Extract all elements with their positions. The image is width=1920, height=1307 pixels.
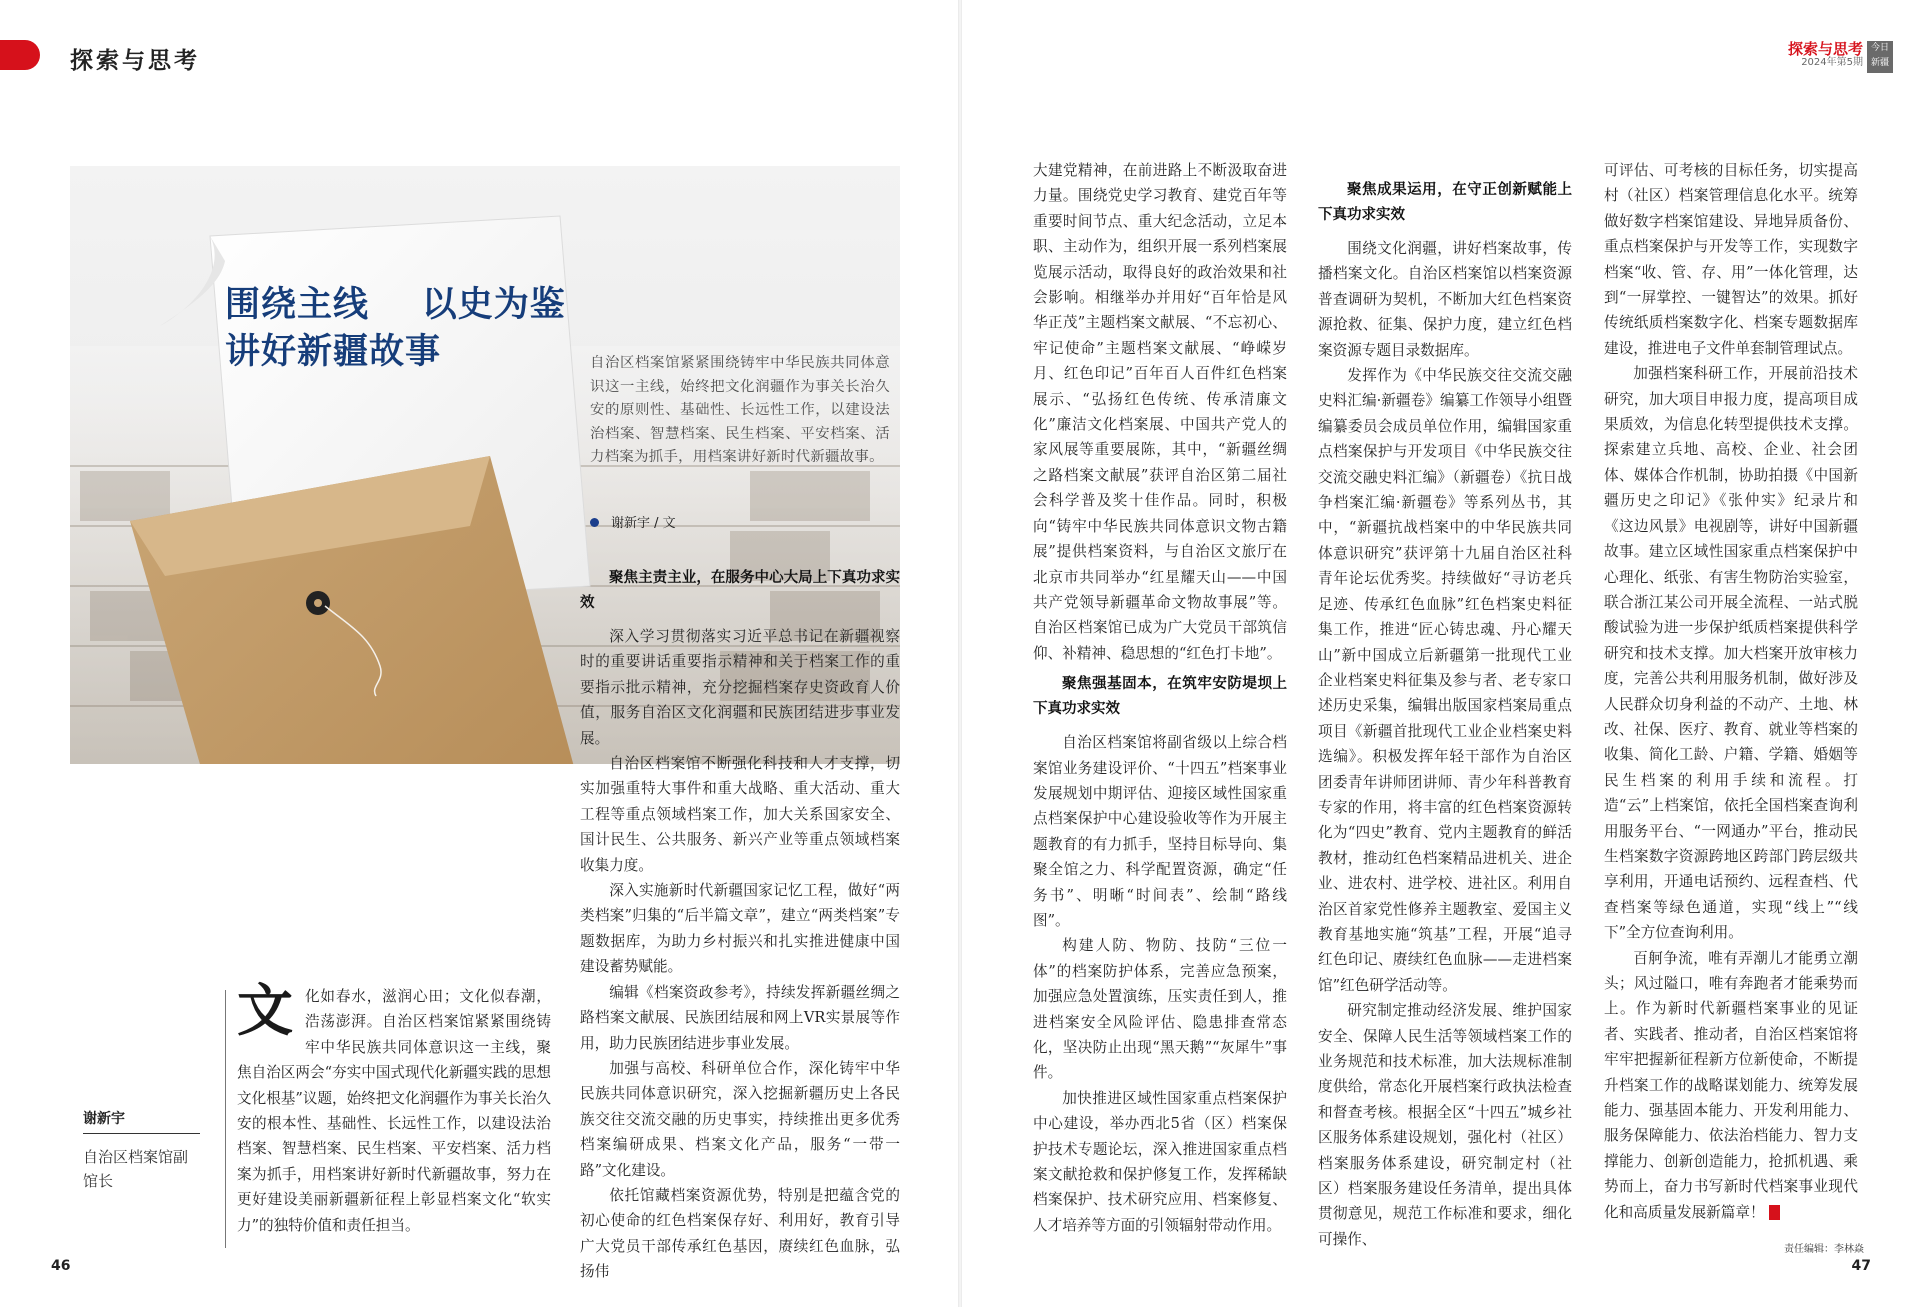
paragraph: 研究制定推动经济发展、维护国家安全、保障人民生活等领域档案工作的业务规范和技术标准，加大法规标准制度供给，常态化开展档案行政执法检查和督查考核。根据全区“十四五”城乡社区服务体系建设规划，强化村（社区）档案服务体系建设，研究制定村（社区）档案服务建设任务清单，提出具体贯彻意见，规范工作标准和要求，细化可操作、: [1318, 1002, 1572, 1248]
column-2: [1033, 158, 1287, 1238]
intro-text: 化如春水，滋润心田；文化似春潮，浩荡澎湃。自治区档案馆紧紧围绕铸牢中华民族共同体意识这一主线，聚焦自治区两会“夯实中国式现代化新疆实践的思想文化根基”议题，始终把文化润疆作为事关长治久安的根本性、基础性、长远性工作，以建设法治档案、智慧档案、民生档案、平安档案、活力档案为抓手，用档案讲好新时代新疆故事，努力在更好建设美丽新疆新征程上彰显档案文化“软实力”的独特价值和责任担当。: [237, 988, 551, 1234]
byline: [590, 512, 676, 531]
subheading: 聚焦成果运用，在守正创新赋能上下真功求实效: [1318, 182, 1572, 223]
paragraph: 编辑《档案资政参考》，持续发挥新疆丝绸之路档案文献展、民族团结展和网上VR实景展等作用，助力民族团结进步事业发展。: [580, 983, 900, 1052]
headline-lines: [225, 282, 566, 376]
end-mark-icon: ∫: [1769, 1205, 1780, 1220]
paragraph: 构建人防、物防、技防“三位一体”的档案防护体系，完善应急预案，加强应急处置演练，压实责任到人，推进档案安全风险评估、隐患排查常态化，坚决防止出现“黑天鹅”“灰犀牛”事件。: [1033, 937, 1287, 1082]
author-title: 自治区档案馆副馆长: [83, 1148, 189, 1190]
drop-cap: 文: [237, 979, 293, 1044]
author-divider: [225, 990, 226, 1248]
subheading: 聚焦强基固本，在筑牢安防堤坝上下真功求实效: [1033, 676, 1287, 718]
author-rule: [83, 1133, 200, 1134]
intro-paragraph: [237, 979, 551, 1238]
running-header: [1788, 42, 1863, 68]
article-lede: 自治区档案馆紧紧围绕铸牢中华民族共同体意识这一主线，始终把文化润疆作为事关长治久安的原则性、基础性、长远性工作，以建设法治档案、智慧档案、民生档案、平安档案、活力档案为抓手，用档案讲好新时代新疆故事。: [590, 355, 890, 465]
paragraph: 可评估、可考核的目标任务，切实提高村（社区）档案管理信息化水平。统筹做好数字档案馆建设、异地异质备份、重点档案保护与开发等工作，实现数字档案“收、管、存、用”一体化管理，达到“一屏掌控、一键智达”的效果。抓好传统纸质档案数字化、档案专题数据库建设，推进电子文件单套制管理试点。: [1604, 162, 1858, 357]
headline-line: 围绕主线 以史为鉴: [225, 285, 566, 325]
editor-credit: 责任编辑：李林焱: [1784, 1244, 1864, 1255]
header-brand: 探索与思考: [1787, 40, 1863, 58]
column-1: [580, 560, 900, 1285]
headline-line: 讲好新疆故事: [225, 332, 442, 372]
article-headline: [225, 282, 566, 376]
paragraph: 加快推进区域性国家重点档案保护中心建设，举办西北5省（区）档案保护技术专题论坛，深入推进国家重点档案文献抢救和保护修复工作，发挥稀缺档案保护、技术研究应用、档案修复、人才培养等方面的引领辐射带动作用。: [1033, 1089, 1287, 1234]
badge-text: 今日新疆: [1870, 43, 1889, 68]
paragraph: 加强档案科研工作，开展前沿技术研究，加大项目申报力度，提高项目成果质效，为信息化转型提供技术支撑。探索建立兵地、高校、企业、社会团体、媒体合作机制，协助拍摄《中国新疆历史之印记》《张仲实》纪录片和《这边风景》电视剧等，讲好中国新疆故事。建立区域性国家重点档案保护中心理化、纸张、有害生物防治实验室，联合浙江某公司开展全流程、一站式脱酸试验为进一步保护纸质档案提供科学研究和技术支撑。加大档案开放审核力度，完善公共利用服务机制，做好涉及人民群众切身利益的不动产、土地、林改、社保、医疗、教育、就业等档案的收集、简化工龄、户籍、学籍、婚姻等民生档案的利用手续和流程。打造“云”上档案馆，依托全国档案查询利用服务平台、“一网通办”平台，推动民生档案数字资源跨地区跨部门跨层级共享利用，开通电话预约、远程查档、代查档案等绿色通道，实现“线上”“线下”全方位查询利用。: [1604, 365, 1858, 942]
paragraph: 深入实施新时代新疆国家记忆工程，做好“两类档案”归集的“后半篇文章”，建立“两类档案”专题数据库，为助力乡村振兴和扎实推进健康中国建设蓄势赋能。: [580, 882, 900, 976]
header-issue: 2024年第5期: [1801, 56, 1863, 68]
author-name: 谢新宇: [83, 1111, 125, 1127]
paragraph: 自治区档案馆将副省级以上综合档案馆业务建设评价、“十四五”档案事业发展规划中期评估、迎接区域性国家重点档案保护中心建设验收等作为开展主题教育的有力抓手，坚持目标导向、集聚全馆之力、科学配置资源，确定“任务书”、明晰“时间表”、绘制“路线图”。: [1033, 734, 1287, 929]
page-gutter: [958, 0, 962, 1307]
paragraph: 发挥作为《中华民族交往交流交融史料汇编·新疆卷》编纂工作领导小组暨编纂委员会成员单位作用，编辑国家重点档案保护与开发项目《中华民族交往交流交融史料汇编》（新疆卷）《抗日战争档案汇编·新疆卷》等系列丛书，其中，“新疆抗战档案中的中华民族共同体意识研究”获评第十九届自治区社科青年论坛优秀奖。持续做好“寻访老兵足迹、传承红色血脉”红色档案史料征集工作，推进“匠心铸忠魂、丹心耀天山”新中国成立后新疆第一批现代工业企业档案史料征集及参与者、老专家口述历史采集，编辑出版国家档案局重点项目《新疆首批现代工业企业档案史料选编》。积极发挥年轻干部作为自治区团委青年讲师团讲师、青少年科普教育专家的作用，将丰富的红色档案资源转化为“四史”教育、党内主题教育的鲜活教材，推动红色档案精品进机关、进企业、进农村、进学校、进社区。利用自治区首家党性修养主题教室、爱国主义教育基地实施“筑基”工程，开展“追寻红色印记、赓续红色血脉——走进档案馆”红色研学活动等。: [1318, 367, 1572, 994]
byline-text: 谢新宇 / 文: [611, 516, 676, 531]
paragraph: 大建党精神，在前进路上不断汲取奋进力量。围绕党史学习教育、建党百年等重要时间节点、重大纪念活动，立足本职、主动作为，组织开展一系列档案展览展示活动，取得良好的政治效果和社会影响。相继举办并用好“百年恰是风华正茂”主题档案文献展、“不忘初心、牢记使命”主题档案文献展、“峥嵘岁月、红色印记”百年百人百件红色档案展示、“弘扬红色传统、传承清廉文化”廉洁文化档案展、中国共产党人的家风展等重要展陈，其中，“新疆丝绸之路档案文献展”获评自治区第二届社会科学普及奖十佳作品。同时，积极向“铸牢中华民族共同体意识文物古籍展”提供档案资料，与自治区文旅厅在北京市共同举办“红星耀天山——中国共产党领导新疆革命文物故事展”等。自治区档案馆已成为广大党员干部筑信仰、补精神、稳思想的“红色打卡地”。: [1033, 162, 1287, 662]
paragraph: 自治区档案馆不断强化科技和人才支撑，切实加强重特大事件和重大战略、重大活动、重大工程等重点领域档案工作，加大关系国家安全、国计民生、公共服务、新兴产业等重点领域档案收集力度。: [580, 755, 900, 874]
section-title: 探索与思考: [70, 47, 200, 74]
paragraph: 加强与高校、科研单位合作，深化铸牢中华民族共同体意识研究，深入挖掘新疆历史上各民族交往交流交融的历史事实，持续推出更多优秀档案编研成果、档案文化产品，服务“一带一路”文化建设。: [580, 1059, 900, 1179]
paragraph: 依托馆藏档案资源优势，特别是把蕴含党的初心使命的红色档案保存好、利用好，教育引导广大党员干部传承红色基因，赓续红色血脉，弘扬伟: [580, 1186, 900, 1281]
section-tab: [0, 40, 40, 70]
bullet-icon: [590, 518, 599, 527]
paragraph: 围绕文化润疆，讲好档案故事，传播档案文化。自治区档案馆以档案资源普查调研为契机，不断加大红色档案资源抢救、征集、保护力度，建立红色档案资源专题目录数据库。: [1318, 240, 1572, 359]
magazine-badge: [1867, 41, 1893, 73]
column-4: [1604, 158, 1858, 1225]
page-number-right: 47: [1851, 1258, 1871, 1274]
subheading: 聚焦主责主业，在服务中心大局上下真功求实效: [580, 570, 900, 611]
page-number-left: 46: [51, 1258, 71, 1274]
paragraph: 百舸争流，唯有弄潮儿才能勇立潮头；风过隘口，唯有奔跑者才能乘势而上。作为新时代新疆档案事业的见证者、实践者、推动者，自治区档案馆将牢牢把握新征程新方位新使命，不断提升档案工作的战略谋划能力、统筹发展能力、强基固本能力、开发利用能力、服务保障能力、依法治档能力、智力支撑能力、创新创造能力，抢抓机遇、乘势而上，奋力书写新时代档案事业现代化和高质量发展新篇章！ ∫: [1604, 949, 1858, 1221]
column-3: [1318, 172, 1572, 1252]
paragraph: 深入学习贯彻落实习近平总书记在新疆视察时的重要讲话重要指示精神和关于档案工作的重要指示批示精神，充分挖掘档案存史资政育人价值，服务自治区文化润疆和民族团结进步事业发展。: [580, 628, 900, 747]
